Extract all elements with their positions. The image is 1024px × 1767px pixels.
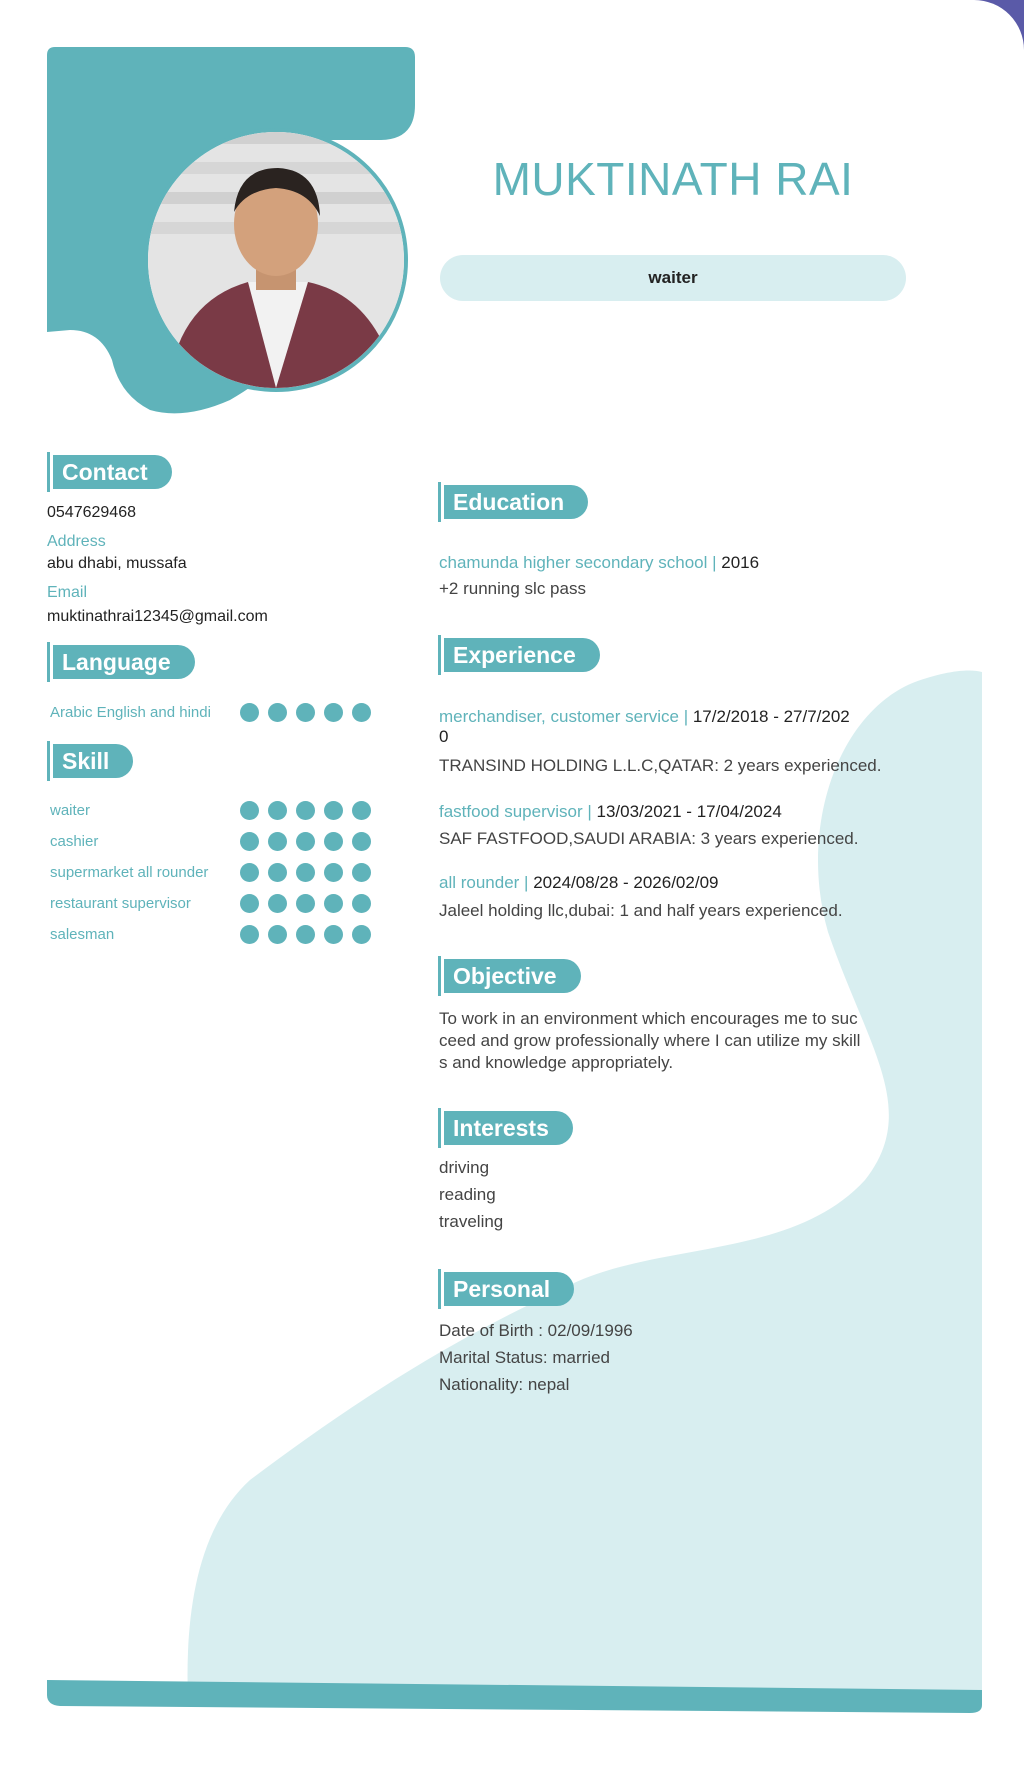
job-title-badge: waiter bbox=[440, 255, 906, 301]
rating-dot bbox=[324, 832, 343, 851]
candidate-name: MUKTINATH RAI bbox=[492, 153, 854, 205]
rating-dot bbox=[352, 703, 371, 722]
objective-line: ceed and grow professionally where I can utilize my skill bbox=[439, 1031, 861, 1050]
rating-dot bbox=[296, 894, 315, 913]
skill-rating bbox=[240, 801, 371, 820]
rating-dot bbox=[352, 863, 371, 882]
education-entry bbox=[439, 553, 759, 573]
experience-1-detail: TRANSIND HOLDING L.L.C,QATAR: 2 years experienced. bbox=[439, 756, 882, 775]
email-label: Email bbox=[47, 584, 88, 601]
skill-heading-label: Skill bbox=[53, 744, 133, 778]
skill-label: cashier bbox=[50, 833, 99, 850]
experience-3-dates: 2024/08/28 - 2026/02/09 bbox=[533, 873, 719, 892]
rating-dot bbox=[240, 801, 259, 820]
rating-dot bbox=[296, 801, 315, 820]
rating-dot bbox=[324, 863, 343, 882]
rating-dot bbox=[240, 894, 259, 913]
education-detail: +2 running slc pass bbox=[439, 579, 586, 598]
interest-item: reading bbox=[439, 1185, 496, 1204]
rating-dot bbox=[268, 703, 287, 722]
rating-dot bbox=[296, 925, 315, 944]
experience-3-title bbox=[439, 873, 718, 893]
rating-dot bbox=[352, 894, 371, 913]
contact-email: muktinathrai12345@gmail.com bbox=[47, 608, 268, 625]
experience-3-detail: Jaleel holding llc,dubai: 1 and half years experienced. bbox=[439, 901, 843, 920]
wave-shape bbox=[188, 670, 982, 1700]
experience-1-dates: 17/2/2018 - 27/7/202 bbox=[692, 707, 850, 726]
experience-2-detail: SAF FASTFOOD,SAUDI ARABIA: 3 years experienced. bbox=[439, 829, 859, 848]
education-heading-label: Education bbox=[444, 485, 588, 519]
personal-heading-label: Personal bbox=[444, 1272, 574, 1306]
contact-address: abu dhabi, mussafa bbox=[47, 555, 187, 572]
rating-dot bbox=[324, 894, 343, 913]
rating-dot bbox=[324, 703, 343, 722]
rating-dot bbox=[296, 703, 315, 722]
rating-dot bbox=[268, 894, 287, 913]
personal-marital-status: Marital Status: married bbox=[439, 1348, 610, 1367]
interest-item: driving bbox=[439, 1158, 490, 1177]
rating-dot bbox=[352, 925, 371, 944]
education-school: chamunda higher secondary school | bbox=[439, 553, 722, 572]
language-heading-label: Language bbox=[53, 645, 195, 679]
experience-1-role: merchandiser, customer service | bbox=[439, 707, 693, 726]
objective-heading-label: Objective bbox=[444, 959, 581, 993]
experience-2-title bbox=[439, 802, 782, 822]
interest-item: traveling bbox=[439, 1212, 504, 1231]
experience-heading-label: Experience bbox=[444, 638, 600, 672]
rating-dot bbox=[324, 801, 343, 820]
experience-1-title bbox=[439, 707, 850, 727]
rating-dot bbox=[324, 925, 343, 944]
experience-1-dates-wrap: 0 bbox=[439, 727, 449, 746]
objective-line: To work in an environment which encourages me to suc bbox=[439, 1009, 858, 1028]
skill-label: waiter bbox=[50, 802, 91, 819]
education-year: 2016 bbox=[721, 553, 760, 572]
rating-dot bbox=[240, 863, 259, 882]
rating-dot bbox=[240, 925, 259, 944]
rating-dot bbox=[240, 703, 259, 722]
rating-dot bbox=[240, 832, 259, 851]
interests-heading-label: Interests bbox=[444, 1111, 573, 1145]
contact-heading-label: Contact bbox=[53, 455, 172, 489]
objective-text bbox=[439, 1008, 860, 1074]
language-rating bbox=[240, 703, 371, 722]
skill-rating bbox=[240, 863, 371, 882]
language-label: Arabic English and hindi bbox=[50, 704, 211, 721]
skill-rating bbox=[240, 832, 371, 851]
experience-2-dates: 13/03/2021 - 17/04/2024 bbox=[596, 802, 782, 821]
profile-photo bbox=[144, 128, 408, 392]
personal-dob: Date of Birth : 02/09/1996 bbox=[439, 1321, 633, 1340]
person-icon bbox=[148, 132, 404, 388]
address-label: Address bbox=[47, 533, 106, 550]
rating-dot bbox=[352, 801, 371, 820]
rating-dot bbox=[352, 832, 371, 851]
rating-dot bbox=[296, 832, 315, 851]
experience-3-role: all rounder | bbox=[439, 873, 534, 892]
rating-dot bbox=[268, 832, 287, 851]
rating-dot bbox=[268, 863, 287, 882]
personal-nationality: Nationality: nepal bbox=[439, 1375, 570, 1394]
experience-2-role: fastfood supervisor | bbox=[439, 802, 597, 821]
skill-rating bbox=[240, 925, 371, 944]
rating-dot bbox=[296, 863, 315, 882]
rating-dot bbox=[268, 801, 287, 820]
rating-dot bbox=[268, 925, 287, 944]
skill-label: restaurant supervisor bbox=[50, 895, 191, 912]
skill-label: supermarket all rounder bbox=[50, 864, 209, 881]
skill-rating bbox=[240, 894, 371, 913]
skill-label: salesman bbox=[50, 926, 115, 943]
objective-line: s and knowledge appropriately. bbox=[439, 1053, 674, 1072]
contact-phone: 0547629468 bbox=[47, 504, 136, 521]
